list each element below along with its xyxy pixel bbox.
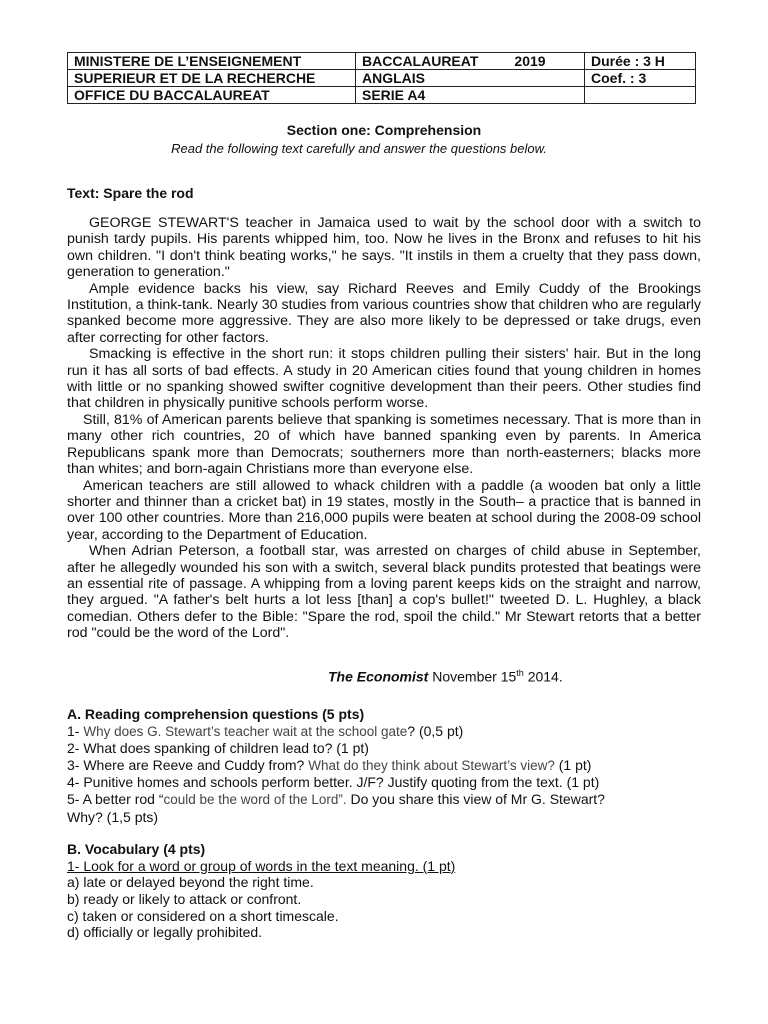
exam-subject: ANGLAIS	[356, 70, 585, 87]
empty-cell	[585, 87, 696, 104]
question-text: Why does G. Stewart’s teacher wait at the school gate	[83, 723, 408, 739]
text-title: Text: Spare the rod	[67, 185, 194, 201]
source-date-suffix: th	[516, 668, 524, 678]
question-1	[67, 723, 707, 741]
vocabulary-item: c) taken or considered on a short timescale.	[67, 907, 339, 924]
exam-duration: Durée : 3 H	[585, 53, 696, 70]
office-name: OFFICE DU BACCALAUREAT	[68, 87, 356, 104]
header-row	[68, 70, 696, 87]
question-3	[67, 757, 707, 775]
article-paragraph: When Adrian Peterson, a football star, was arrested on charges of child abuse in September, after he allegedly wounded his son with a switch, several black pundits protested that beatings were an essential rite of passage. A whipping from a loving parent keeps kids on the straight and narrow, they argued. "A father's belt hurts a lot less [than] a cop's bullet!" tweeted D. L. Hughley, a black comedian. Others defer to the Bible: "Spare the rod, spoil the child." Mr Stewart retorts that a better rod "could be the word of the Lord".	[67, 543, 701, 642]
exam-title-cell	[356, 53, 585, 70]
article-source	[328, 668, 563, 685]
question-text: What do they think about Stewart’s view?	[308, 757, 555, 773]
question-5-continued: Why? (1,5 pts)	[67, 808, 159, 825]
question-2: 2- What does spanking of children lead to? (1 pt)	[67, 740, 369, 757]
question-4: 4- Punitive homes and schools perform better. J/F? Justify quoting from the text. (1 pt)	[67, 774, 600, 791]
article-paragraph: Ample evidence backs his view, say Richard Reeves and Emily Cuddy of the Brookings Institution, a think-tank. Nearly 30 studies from various countries show that children who are regularly spanked become more aggressive. They are also more likely to be depressed or take drugs, even after correcting for other factors.	[67, 280, 702, 346]
exam-coefficient: Coef. : 3	[585, 70, 696, 87]
article-paragraph: Smacking is effective in the short run: it stops children pulling their sisters' hair. But in the long run it has all sorts of bad effects. A study in 20 American cities found that young children in homes with little or no spanking showed swifter cognitive development than their peers. Other studies find that children in physically punitive schools perform worse.	[67, 346, 701, 412]
header-row	[68, 87, 696, 104]
article-body	[67, 215, 701, 642]
question-points: ? (0,5 pt)	[407, 722, 464, 739]
question-5	[67, 791, 707, 809]
vocabulary-item: a) late or delayed beyond the right time.	[67, 874, 314, 891]
question-points: (1 pt)	[554, 756, 592, 773]
questions-block	[67, 706, 707, 941]
section-title: Section one: Comprehension	[286, 122, 482, 138]
header-row	[68, 53, 696, 70]
ministry-name-line1: MINISTERE DE L’ENSEIGNEMENT	[68, 53, 356, 70]
question-text: Do you share this view of Mr G. Stewart?	[346, 790, 605, 807]
question-text: 5- A better rod “	[67, 790, 164, 807]
source-year: 2014.	[523, 668, 563, 685]
article-paragraph: American teachers are still allowed to whack children with a paddle (a wooden bat only a little shorter and thinner than a cricket bat) in 19 states, mostly in the South– a practice that is banned in over 100 other countries. More than 216,000 pupils were beaten at school during the 2008-09 school year, according to the Department of Education.	[67, 477, 701, 543]
vocabulary-item: b) ready or likely to attack or confront.	[67, 890, 302, 907]
article-paragraph: Still, 81% of American parents believe that spanking is sometimes necessary. That is more than in many other rich countries, 20 of which have banned spanking even by parents. In America Republicans spank more than Democrats; southerners more than north-easterners; blacks more than whites; and born-again Christians more than everyone else.	[67, 411, 701, 478]
vocabulary-heading: B. Vocabulary (4 pts)	[67, 841, 206, 858]
question-quote: could be the word of the Lord”.	[163, 791, 347, 807]
exam-series: SERIE A4	[356, 87, 585, 104]
exam-year: 2019	[514, 53, 546, 69]
section-instruction: Read the following text carefully and answer the questions below.	[171, 141, 547, 156]
article-paragraph: GEORGE STEWART'S teacher in Jamaica used to wait by the school door with a switch to punish tardy pupils. His parents whipped him, too. Now he lives in the Bronx and refuses to hit his own children. "I don't think beating works," he says. "It instils in them a cruelty that they pass down, generation to generation."	[67, 215, 701, 281]
question-number: 1-	[67, 722, 84, 739]
source-publication: The Economist	[328, 668, 429, 685]
vocabulary-instruction: 1- Look for a word or group of words in the text meaning. (1 pt)	[67, 857, 456, 874]
exam-header-table	[67, 52, 696, 104]
ministry-name-line2: SUPERIEUR ET DE LA RECHERCHE	[68, 70, 356, 87]
source-date: November 15	[432, 668, 517, 685]
question-text: 3- Where are Reeve and Cuddy from?	[67, 756, 309, 773]
exam-title: BACCALAUREAT	[362, 53, 479, 69]
vocabulary-item: d) officially or legally prohibited.	[67, 924, 263, 941]
reading-heading: A. Reading comprehension questions (5 pts)	[67, 706, 365, 722]
